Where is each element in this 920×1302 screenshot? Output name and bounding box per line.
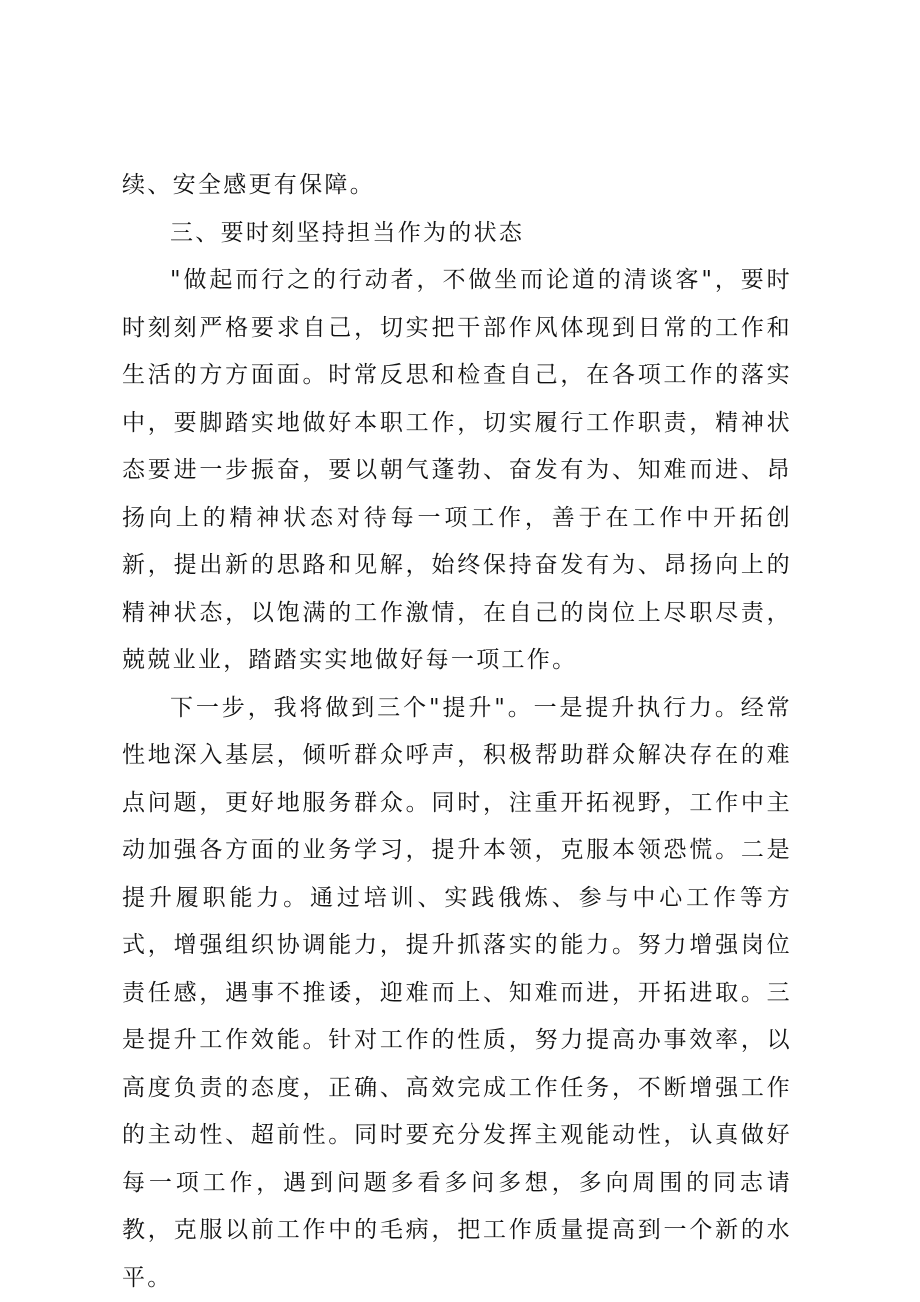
body-paragraph-next-steps: 下一步，我将做到三个"提升"。一是提升执行力。经常性地深入基层，倾听群众呼声，积极帮助群众解决存在的难点问题，更好地服务群众。同时，注重开拓视野，工作中主动加强各方面的业务学习，提升本领，克服本领恐慌。二是提升履职能力。通过培训、实践俄炼、参与中心工作等方式，增强组织协调能力，提升抓落实的能力。努力增强岗位责任感，遇事不推诿，迎难而上、知难而进，开拓进取。三是提升工作效能。针对工作的性质，努力提高办事效率，以高度负责的态度，正确、高效完成工作任务，不断增强工作的主动性、超前性。同时要充分发挥主观能动性，认真做好每一项工作，遇到问题多看多问多想，多向周围的同志请教，克服以前工作中的毛病，把工作质量提高到一个新的水平。 <box>122 685 792 1302</box>
document-body <box>122 162 792 1302</box>
section-heading: 三、要时刻坚持担当作为的状态 <box>122 210 792 258</box>
continuation-paragraph: 续、安全感更有保障。 <box>122 162 792 210</box>
body-paragraph-state: "做起而行之的行动者，不做坐而论道的清谈客"，要时时刻刻严格要求自己，切实把干部作风体现到日常的工作和生活的方方面面。时常反思和检查自己，在各项工作的落实中，要脚踏实地做好本职工作，切实履行工作职责，精神状态要进一步振奋，要以朝气蓬勃、奋发有为、知难而进、昂扬向上的精神状态对待每一项工作，善于在工作中开拓创新，提出新的思路和见解，始终保持奋发有为、昂扬向上的精神状态，以饱满的工作激情，在自己的岗位上尽职尽责，兢兢业业，踏踏实实地做好每一项工作。 <box>122 257 792 685</box>
